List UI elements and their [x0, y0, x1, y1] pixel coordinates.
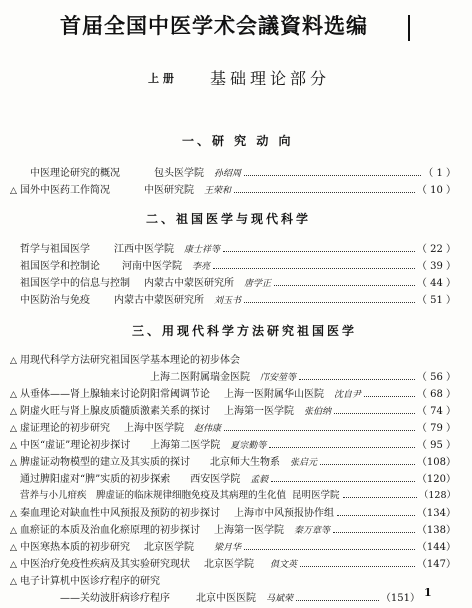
entry-author: 孙绍周	[214, 169, 242, 179]
entry-affiliation: 上海第二医学院	[150, 440, 221, 451]
section-heading: 三、用现代科学方法研究祖国医学	[132, 324, 358, 338]
leader-dots	[334, 413, 415, 414]
text-cursor	[408, 15, 410, 41]
entry-page: （ 95 ）	[416, 440, 456, 451]
entry-author: 张伯纳	[304, 407, 332, 417]
entry-title: 哲学与祖国医学	[20, 244, 90, 255]
toc-entry[interactable]	[20, 470, 456, 485]
leader-dots	[296, 600, 379, 601]
entry-author: 孟毅	[250, 475, 269, 485]
leader-dots	[299, 379, 415, 380]
entry-title: 通过脾阳虚对“脾”实质的初步探索	[20, 474, 171, 485]
entry-title: 中医“虚证”理论初步探讨	[20, 440, 131, 451]
entry-author: 沈自尹	[334, 390, 362, 400]
entry-author: 赵伟康	[194, 424, 222, 434]
toc-entry-continued[interactable]	[60, 589, 420, 604]
entry-page: （151）	[380, 593, 420, 604]
toc-entry[interactable]	[20, 274, 456, 289]
entry-title: 营养与小儿疳疾 脾虚证的临床规律细胞免疫及其病理的生化值	[20, 490, 287, 501]
entry-page: （ 44 ）	[416, 278, 456, 289]
entry-subtitle: ——关幼波肝病诊疗程序	[60, 593, 170, 604]
leader-dots	[224, 430, 415, 431]
entry-title: 脾虚证动物模型的建立及其实质的探讨	[20, 457, 190, 468]
entry-author: 夏宗勤等	[230, 441, 267, 451]
entry-page: （144）	[416, 542, 456, 553]
entry-page: （134）	[416, 508, 456, 519]
entry-affiliation: 北京医学院	[144, 542, 194, 553]
toc-entry[interactable]: △ 秦血理论对缺血性中风预报及预防的初步探讨 上海市中风预报协作组 （134）	[10, 504, 456, 519]
entry-title: 中医寒热本质的初步研究	[20, 542, 130, 553]
leader-dots	[244, 302, 415, 303]
entry-page: （ 74 ）	[416, 406, 456, 417]
entry-title: 电子计算机中医诊疗程序的研究	[20, 576, 160, 587]
entry-affiliation: 北京医学院	[204, 559, 254, 570]
entry-title: 从垂体——肾上腺轴来讨论阴阳常阈调节论	[20, 389, 210, 400]
toc-entry[interactable]: △ 电子计算机中医诊疗程序的研究	[10, 572, 456, 587]
entry-author: 秦万章等	[294, 526, 331, 536]
entry-affiliation: 江西中医学院	[114, 244, 174, 255]
section-heading: 一、研 究 动 向	[182, 134, 294, 148]
entry-page: （138）	[416, 525, 456, 536]
entry-page: （120）	[416, 474, 456, 485]
toc-entry[interactable]: △ 血瘀证的本质及治血化瘀原理的初步探讨 上海第一医学院 秦万章等 （138）	[10, 521, 456, 536]
toc-entry[interactable]: △ 阴虚火旺与肾上腺皮质髓质激素关系的探讨 上海第一医学院 张伯纳 （ 74 ）	[10, 402, 456, 417]
toc-entry[interactable]	[20, 487, 456, 501]
leader-dots	[223, 251, 415, 252]
toc-entry[interactable]	[20, 257, 456, 272]
toc-entry[interactable]: △ 脾虚证动物模型的建立及其实质的探讨 北京师大生物系 张启元 （108）	[10, 453, 456, 468]
entry-affiliation: 上海中医学院	[124, 423, 184, 434]
entry-affiliation: 内蒙古中蒙医研究所	[114, 295, 204, 306]
volume-label: 上 册	[148, 72, 174, 85]
toc-entry[interactable]: △ 用现代科学方法研究祖国医学基本理论的初步体会	[10, 351, 456, 366]
entry-page: （147）	[416, 559, 456, 570]
section-heading: 二、祖国医学与现代科学	[146, 212, 312, 226]
entry-title: 用现代科学方法研究祖国医学基本理论的初步体会	[20, 355, 240, 366]
entry-page: （ 79 ）	[416, 423, 456, 434]
entry-title: 中医防治与免疫	[20, 295, 90, 306]
entry-page: （ 39 ）	[416, 261, 456, 272]
toc-entry[interactable]: △ 虚证理论的初步研究 上海中医学院 赵伟康 （ 79 ）	[10, 419, 456, 434]
entry-page: （ 22 ）	[416, 244, 456, 255]
entry-affiliation: 中医研究院	[144, 185, 194, 196]
entry-affiliation: 西安医学院	[190, 474, 241, 485]
leader-dots	[244, 175, 421, 176]
entry-affiliation: 北京师大生物系	[210, 457, 280, 468]
entry-affiliation: 上海二医附属瑞金医院	[150, 372, 250, 383]
part-title: 基础理论部分	[210, 69, 331, 88]
entry-page: （ 56 ）	[416, 372, 456, 383]
leader-dots	[234, 192, 415, 193]
leader-dots	[337, 515, 415, 516]
entry-page: （ 1 ）	[423, 168, 456, 179]
entry-author: 王荣和	[204, 186, 232, 196]
entry-author: 俱文英	[270, 560, 298, 570]
toc-entry[interactable]: △ 中医寒热本质的初步研究 北京医学院 梁月华 （144）	[10, 538, 456, 553]
toc-entry[interactable]	[20, 291, 456, 306]
entry-author: 康士祥等	[184, 245, 221, 255]
entry-author: 马斌荣	[266, 594, 294, 604]
leader-dots	[300, 566, 415, 567]
entry-title: 国外中医药工作简况	[20, 185, 110, 196]
entry-author: 邝安堃等	[260, 373, 297, 383]
entry-affiliation: 上海第一医学院	[224, 406, 294, 417]
entry-author: 唐学正	[244, 279, 272, 289]
toc-entry-continued[interactable]	[150, 368, 456, 383]
leader-dots	[333, 532, 415, 533]
entry-page: （128）	[418, 490, 456, 501]
entry-affiliation: 内蒙古中蒙医研究所	[144, 278, 234, 289]
entry-author: 张启元	[290, 458, 318, 468]
entry-author: 梁月华	[214, 543, 242, 553]
entry-title: 祖国医学中的信息与控制	[20, 278, 130, 289]
leader-dots	[271, 481, 415, 482]
leader-dots	[244, 549, 415, 550]
entry-page: （ 51 ）	[416, 295, 456, 306]
page-number: 1	[424, 586, 432, 599]
entry-affiliation: 北京中医医院	[196, 593, 256, 604]
entry-title: 中医理论研究的概况	[30, 168, 120, 179]
entry-title: 秦血理论对缺血性中风预报及预防的初步探讨	[20, 508, 220, 519]
entry-affiliation: 上海一医附属华山医院	[224, 389, 324, 400]
entry-affiliation: 昆明医学院	[292, 490, 340, 501]
toc-entry[interactable]: △ 从垂体——肾上腺轴来讨论阴阳常阈调节论 上海一医附属华山医院 沈自尹 （ 68 ）	[10, 385, 456, 400]
toc-entry[interactable]	[20, 164, 456, 179]
entry-page: （ 10 ）	[416, 185, 456, 196]
entry-affiliation: 河南中医学院	[122, 261, 182, 272]
entry-page: （ 68 ）	[416, 389, 456, 400]
leader-dots	[213, 268, 415, 269]
entry-author: 刘玉书	[214, 296, 242, 306]
leader-dots	[274, 285, 415, 286]
leader-dots	[320, 464, 415, 465]
entry-affiliation: 上海市中风预报协作组	[234, 508, 334, 519]
leader-dots	[364, 396, 415, 397]
entry-title: 血瘀证的本质及治血化瘀原理的初步探讨	[20, 525, 200, 536]
entry-title: 祖国医学和控制论	[20, 261, 100, 272]
entry-page: （108）	[416, 457, 456, 468]
entry-affiliation: 上海第一医学院	[214, 525, 284, 536]
entry-author: 李亮	[192, 262, 211, 272]
leader-dots	[269, 447, 415, 448]
toc-entry[interactable]: △ 国外中医药工作简况 中医研究院 王荣和 （ 10 ）	[10, 181, 456, 196]
entry-title: 中医治疗免疫性疾病及其实验研究现状	[20, 559, 190, 570]
toc-entry[interactable]	[20, 240, 456, 255]
toc-entry[interactable]: △ 中医治疗免疫性疾病及其实验研究现状 北京医学院 俱文英 （147）	[10, 555, 456, 570]
entry-title: 阴虚火旺与肾上腺皮质髓质激素关系的探讨	[20, 406, 210, 417]
toc-entry[interactable]: △ 中医“虚证”理论初步探讨 上海第二医学院 夏宗勤等 （ 95 ）	[10, 436, 456, 451]
leader-dots	[343, 497, 417, 498]
book-title: 首届全国中医学术会議資料选编	[60, 13, 368, 38]
entry-affiliation: 包头医学院	[154, 168, 204, 179]
entry-title: 虚证理论的初步研究	[20, 423, 110, 434]
